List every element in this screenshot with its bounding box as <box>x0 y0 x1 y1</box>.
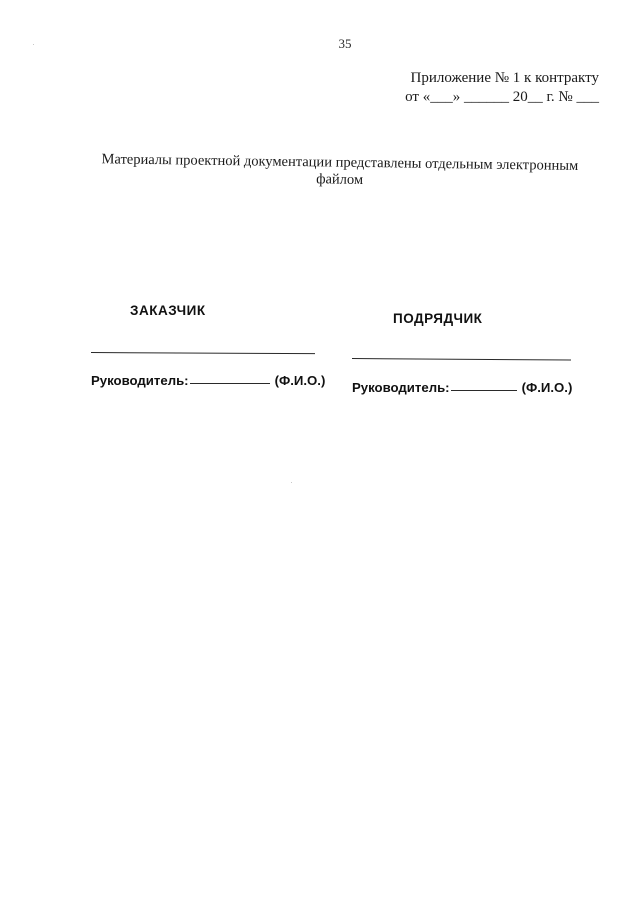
customer-signature-line <box>91 352 315 354</box>
scan-speck <box>33 44 34 45</box>
contractor-head-label: Руководитель: <box>352 380 450 395</box>
customer-title: ЗАКАЗЧИК <box>130 303 206 318</box>
contractor-signature-line <box>352 358 571 361</box>
customer-head-row <box>91 373 325 388</box>
contractor-name-label: (Ф.И.О.) <box>521 380 573 395</box>
appendix-header <box>405 69 599 107</box>
customer-head-label: Руководитель: <box>91 373 189 388</box>
contractor-head-row <box>352 380 572 395</box>
contractor-head-blank <box>451 389 517 391</box>
customer-name-label: (Ф.И.О.) <box>274 373 326 388</box>
scan-speck <box>291 482 292 483</box>
contractor-title: ПОДРЯДЧИК <box>393 311 483 326</box>
appendix-title: Приложение № 1 к контракту <box>410 70 599 86</box>
materials-note: Материалы проектной документации представлены отдельным электронным файлом <box>101 151 579 188</box>
customer-head-blank <box>190 382 270 384</box>
page-number: 35 <box>338 36 352 51</box>
appendix-contract-reference: от «___» ______ 20__ г. № ___ <box>405 89 599 105</box>
